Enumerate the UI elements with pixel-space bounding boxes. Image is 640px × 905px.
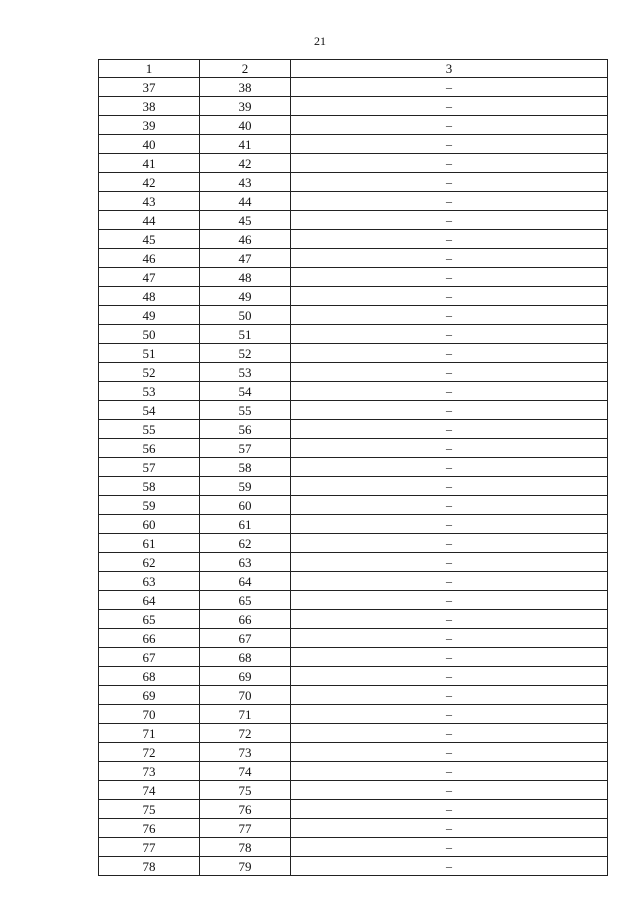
table-cell-col-2: 45 xyxy=(200,211,291,230)
table-row xyxy=(99,667,608,686)
table-cell-col-3 xyxy=(291,515,608,534)
table-cell-col-2: 58 xyxy=(200,458,291,477)
table-cell-col-2: 74 xyxy=(200,762,291,781)
table-row xyxy=(99,78,608,97)
table-cell-col-1: 38 xyxy=(99,97,200,116)
table-cell-col-2: 69 xyxy=(200,667,291,686)
table-cell-col-2: 63 xyxy=(200,553,291,572)
table-cell-col-1: 42 xyxy=(99,173,200,192)
table-row xyxy=(99,496,608,515)
table-cell-col-1: 57 xyxy=(99,458,200,477)
table-cell-col-3 xyxy=(291,705,608,724)
table-cell-col-3 xyxy=(291,743,608,762)
table-cell-col-3 xyxy=(291,629,608,648)
dash-value: – xyxy=(446,80,452,94)
table-row xyxy=(99,173,608,192)
table-row xyxy=(99,838,608,857)
data-table xyxy=(98,59,608,876)
dash-value: – xyxy=(446,270,452,284)
table-cell-col-1: 68 xyxy=(99,667,200,686)
table-row xyxy=(99,97,608,116)
table-row xyxy=(99,591,608,610)
table-cell-col-2: 59 xyxy=(200,477,291,496)
dash-value: – xyxy=(446,821,452,835)
table-row xyxy=(99,724,608,743)
dash-value: – xyxy=(446,536,452,550)
table-row xyxy=(99,154,608,173)
dash-value: – xyxy=(446,422,452,436)
table-row xyxy=(99,762,608,781)
dash-value: – xyxy=(446,251,452,265)
table-row xyxy=(99,192,608,211)
table-cell-col-3 xyxy=(291,819,608,838)
table-cell-col-2: 39 xyxy=(200,97,291,116)
table-row xyxy=(99,249,608,268)
dash-value: – xyxy=(446,213,452,227)
table-cell-col-1: 40 xyxy=(99,135,200,154)
dash-value: – xyxy=(446,612,452,626)
table-cell-col-1: 48 xyxy=(99,287,200,306)
dash-value: – xyxy=(446,232,452,246)
table-cell-col-3 xyxy=(291,249,608,268)
table-cell-col-3 xyxy=(291,838,608,857)
table-row xyxy=(99,116,608,135)
table-cell-col-1: 52 xyxy=(99,363,200,382)
table-cell-col-2: 44 xyxy=(200,192,291,211)
table-cell-col-1: 55 xyxy=(99,420,200,439)
table-cell-col-1: 45 xyxy=(99,230,200,249)
table-cell-col-2: 57 xyxy=(200,439,291,458)
table-row xyxy=(99,534,608,553)
table-cell-col-2: 50 xyxy=(200,306,291,325)
dash-value: – xyxy=(446,574,452,588)
table-cell-col-1: 39 xyxy=(99,116,200,135)
table-cell-col-1: 63 xyxy=(99,572,200,591)
column-header-3: 3 xyxy=(291,60,608,78)
table-cell-col-2: 60 xyxy=(200,496,291,515)
table-cell-col-3 xyxy=(291,572,608,591)
table-cell-col-2: 70 xyxy=(200,686,291,705)
table-row xyxy=(99,572,608,591)
table-row xyxy=(99,420,608,439)
table-cell-col-3 xyxy=(291,173,608,192)
table-cell-col-2: 38 xyxy=(200,78,291,97)
dash-value: – xyxy=(446,403,452,417)
table-cell-col-1: 71 xyxy=(99,724,200,743)
table-cell-col-2: 65 xyxy=(200,591,291,610)
table-row xyxy=(99,553,608,572)
table-cell-col-2: 75 xyxy=(200,781,291,800)
dash-value: – xyxy=(446,460,452,474)
table-cell-col-2: 51 xyxy=(200,325,291,344)
table-cell-col-2: 42 xyxy=(200,154,291,173)
table-cell-col-1: 64 xyxy=(99,591,200,610)
table-cell-col-1: 56 xyxy=(99,439,200,458)
table-cell-col-3 xyxy=(291,401,608,420)
table-cell-col-2: 68 xyxy=(200,648,291,667)
dash-value: – xyxy=(446,859,452,873)
table-cell-col-3 xyxy=(291,154,608,173)
table-cell-col-1: 44 xyxy=(99,211,200,230)
dash-value: – xyxy=(446,745,452,759)
table-cell-col-2: 79 xyxy=(200,857,291,876)
table-cell-col-2: 41 xyxy=(200,135,291,154)
table-row xyxy=(99,800,608,819)
table-cell-col-1: 59 xyxy=(99,496,200,515)
dash-value: – xyxy=(446,308,452,322)
table-row xyxy=(99,401,608,420)
table-row xyxy=(99,135,608,154)
dash-value: – xyxy=(446,707,452,721)
table-row xyxy=(99,610,608,629)
table-row xyxy=(99,857,608,876)
table-cell-col-1: 51 xyxy=(99,344,200,363)
table-cell-col-3 xyxy=(291,439,608,458)
table-cell-col-2: 52 xyxy=(200,344,291,363)
table-cell-col-3 xyxy=(291,97,608,116)
table-cell-col-1: 54 xyxy=(99,401,200,420)
dash-value: – xyxy=(446,840,452,854)
table-cell-col-1: 76 xyxy=(99,819,200,838)
table-row xyxy=(99,287,608,306)
table-cell-col-1: 75 xyxy=(99,800,200,819)
table-cell-col-3 xyxy=(291,230,608,249)
column-header-1: 1 xyxy=(99,60,200,78)
table-cell-col-3 xyxy=(291,648,608,667)
table-row xyxy=(99,477,608,496)
table-cell-col-1: 37 xyxy=(99,78,200,97)
table-cell-col-1: 73 xyxy=(99,762,200,781)
table-row xyxy=(99,819,608,838)
dash-value: – xyxy=(446,137,452,151)
table-cell-col-3 xyxy=(291,610,608,629)
dash-value: – xyxy=(446,650,452,664)
table-cell-col-2: 76 xyxy=(200,800,291,819)
dash-value: – xyxy=(446,118,452,132)
table-row xyxy=(99,268,608,287)
table-cell-col-3 xyxy=(291,287,608,306)
dash-value: – xyxy=(446,346,452,360)
table-header-row xyxy=(99,60,608,78)
dash-value: – xyxy=(446,688,452,702)
table-cell-col-2: 55 xyxy=(200,401,291,420)
table-cell-col-2: 77 xyxy=(200,819,291,838)
column-header-2: 2 xyxy=(200,60,291,78)
table-cell-col-2: 72 xyxy=(200,724,291,743)
dash-value: – xyxy=(446,783,452,797)
table-cell-col-3 xyxy=(291,211,608,230)
table-cell-col-2: 43 xyxy=(200,173,291,192)
table-header xyxy=(99,60,608,78)
table-row xyxy=(99,230,608,249)
table-cell-col-3 xyxy=(291,420,608,439)
table-cell-col-1: 66 xyxy=(99,629,200,648)
dash-value: – xyxy=(446,327,452,341)
dash-value: – xyxy=(446,517,452,531)
table-row xyxy=(99,382,608,401)
dash-value: – xyxy=(446,156,452,170)
table-cell-col-3 xyxy=(291,553,608,572)
table-cell-col-2: 61 xyxy=(200,515,291,534)
table-cell-col-3 xyxy=(291,382,608,401)
table-cell-col-1: 53 xyxy=(99,382,200,401)
table-cell-col-3 xyxy=(291,857,608,876)
table-row xyxy=(99,344,608,363)
dash-value: – xyxy=(446,175,452,189)
dash-value: – xyxy=(446,669,452,683)
table-cell-col-3 xyxy=(291,667,608,686)
table-cell-col-1: 61 xyxy=(99,534,200,553)
table-cell-col-1: 78 xyxy=(99,857,200,876)
table-cell-col-1: 62 xyxy=(99,553,200,572)
dash-value: – xyxy=(446,726,452,740)
dash-value: – xyxy=(446,498,452,512)
table-cell-col-1: 69 xyxy=(99,686,200,705)
table-cell-col-1: 67 xyxy=(99,648,200,667)
table-cell-col-3 xyxy=(291,458,608,477)
table-cell-col-3 xyxy=(291,116,608,135)
table-row xyxy=(99,629,608,648)
table-row xyxy=(99,306,608,325)
dash-value: – xyxy=(446,764,452,778)
table-row xyxy=(99,705,608,724)
table-cell-col-3 xyxy=(291,477,608,496)
dash-value: – xyxy=(446,802,452,816)
table-cell-col-1: 72 xyxy=(99,743,200,762)
table-cell-col-1: 41 xyxy=(99,154,200,173)
table-cell-col-3 xyxy=(291,306,608,325)
table-cell-col-1: 70 xyxy=(99,705,200,724)
table-cell-col-1: 58 xyxy=(99,477,200,496)
table-row xyxy=(99,363,608,382)
dash-value: – xyxy=(446,555,452,569)
table-cell-col-3 xyxy=(291,325,608,344)
dash-value: – xyxy=(446,441,452,455)
dash-value: – xyxy=(446,194,452,208)
table-cell-col-1: 77 xyxy=(99,838,200,857)
dash-value: – xyxy=(446,365,452,379)
table-cell-col-2: 78 xyxy=(200,838,291,857)
table-cell-col-2: 46 xyxy=(200,230,291,249)
table-cell-col-3 xyxy=(291,800,608,819)
table-cell-col-3 xyxy=(291,344,608,363)
table-cell-col-2: 56 xyxy=(200,420,291,439)
table-cell-col-3 xyxy=(291,78,608,97)
table-cell-col-2: 66 xyxy=(200,610,291,629)
table-row xyxy=(99,439,608,458)
table-cell-col-1: 46 xyxy=(99,249,200,268)
dash-value: – xyxy=(446,593,452,607)
table-cell-col-3 xyxy=(291,363,608,382)
table-cell-col-3 xyxy=(291,496,608,515)
table-cell-col-2: 47 xyxy=(200,249,291,268)
dash-value: – xyxy=(446,289,452,303)
table-body xyxy=(99,78,608,876)
table-row xyxy=(99,781,608,800)
dash-value: – xyxy=(446,384,452,398)
table-cell-col-3 xyxy=(291,781,608,800)
table-row xyxy=(99,648,608,667)
table-cell-col-3 xyxy=(291,686,608,705)
table-cell-col-1: 47 xyxy=(99,268,200,287)
table-cell-col-2: 49 xyxy=(200,287,291,306)
page-number: 21 xyxy=(314,34,326,48)
table-cell-col-1: 65 xyxy=(99,610,200,629)
table-row xyxy=(99,686,608,705)
table-cell-col-1: 60 xyxy=(99,515,200,534)
dash-value: – xyxy=(446,631,452,645)
table-cell-col-3 xyxy=(291,534,608,553)
table-cell-col-3 xyxy=(291,724,608,743)
table-cell-col-2: 40 xyxy=(200,116,291,135)
table-cell-col-2: 54 xyxy=(200,382,291,401)
table-cell-col-3 xyxy=(291,268,608,287)
table-cell-col-3 xyxy=(291,762,608,781)
table-cell-col-2: 64 xyxy=(200,572,291,591)
table-cell-col-2: 53 xyxy=(200,363,291,382)
table-cell-col-1: 74 xyxy=(99,781,200,800)
table-cell-col-3 xyxy=(291,591,608,610)
table-cell-col-2: 71 xyxy=(200,705,291,724)
dash-value: – xyxy=(446,99,452,113)
table-cell-col-3 xyxy=(291,135,608,154)
table-row xyxy=(99,458,608,477)
table-cell-col-3 xyxy=(291,192,608,211)
table-cell-col-1: 50 xyxy=(99,325,200,344)
table-cell-col-1: 49 xyxy=(99,306,200,325)
table-cell-col-2: 73 xyxy=(200,743,291,762)
table-row xyxy=(99,743,608,762)
table-cell-col-2: 48 xyxy=(200,268,291,287)
table-cell-col-1: 43 xyxy=(99,192,200,211)
dash-value: – xyxy=(446,479,452,493)
table-row xyxy=(99,211,608,230)
table-row xyxy=(99,515,608,534)
table-cell-col-2: 62 xyxy=(200,534,291,553)
table-row xyxy=(99,325,608,344)
table-cell-col-2: 67 xyxy=(200,629,291,648)
